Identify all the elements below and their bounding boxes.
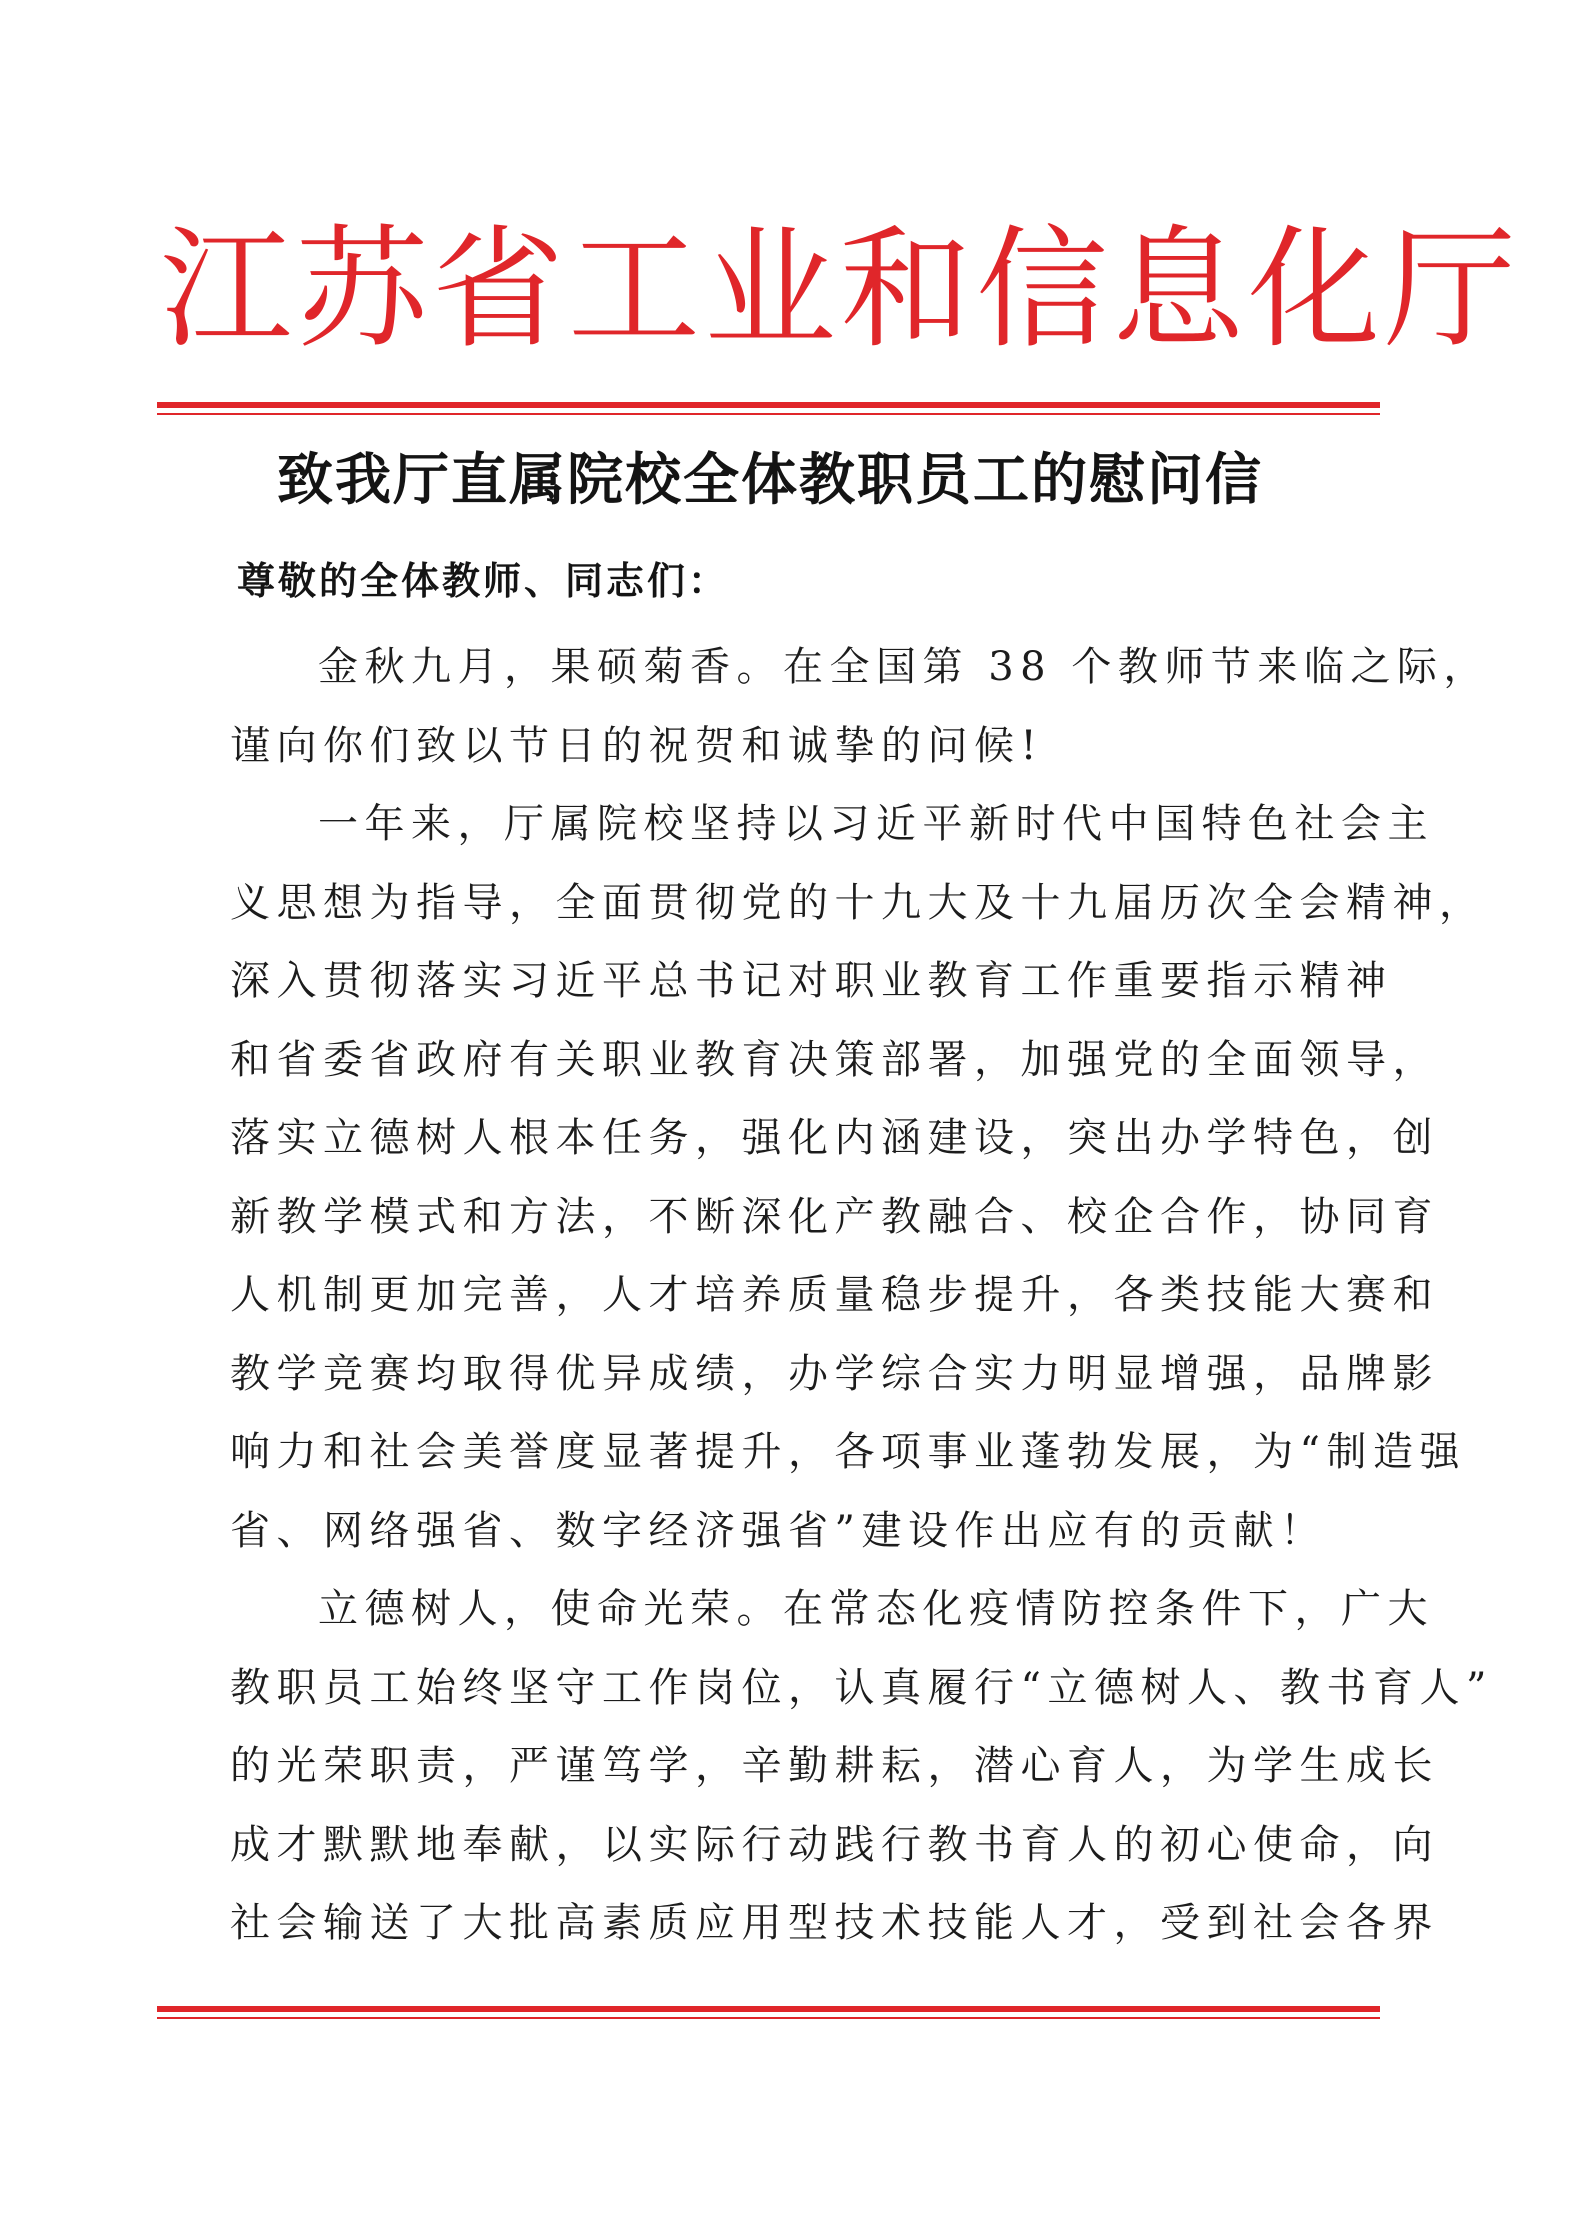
document-title: 致我厅直属院校全体教职员工的慰问信: [277, 447, 1263, 513]
letterhead-rule-top: [157, 402, 1380, 415]
letterhead-title: 江苏省工业和信息化厅: [160, 213, 1520, 367]
rule-thin-line: [157, 2017, 1380, 2019]
paragraph-3-line-1: 立德树人，使命光荣。在常态化疫情防控条件下，广大: [318, 1586, 1434, 1632]
paragraph-3-line-4: 成才默默地奉献，以实际行动践行教书育人的初心使命，向: [230, 1821, 1439, 1868]
rule-thick-line: [157, 2006, 1380, 2012]
paragraph-2-line-8: 教学竞赛均取得优异成绩，办学综合实力明显增强，品牌影: [230, 1350, 1439, 1397]
paragraph-1-line-2: 谨向你们致以节日的祝贺和诚挚的问候!: [230, 722, 1044, 769]
paragraph-3-line-3: 的光荣职责，严谨笃学，辛勤耕耘，潜心育人，为学生成长: [230, 1743, 1439, 1789]
footer-rule: [157, 2006, 1380, 2019]
paragraph-3-line-5: 社会输送了大批高素质应用型技术技能人才，受到社会各界: [230, 1900, 1439, 1946]
paragraph-2-line-10: 省、网络强省、数字经济强省”建设作出应有的贡献！: [230, 1507, 1327, 1554]
paragraph-3-line-2: 教职员工始终坚守工作岗位，认真履行“立德树人、教书育人”: [230, 1664, 1493, 1711]
paragraph-2-line-4: 和省委省政府有关职业教育决策部署，加强党的全面领导，: [230, 1036, 1439, 1083]
paragraph-2-line-5: 落实立德树人根本任务，强化内涵建设，突出办学特色，创: [230, 1115, 1439, 1161]
letter-body: [230, 628, 1493, 1963]
paragraph-2-line-6: 新教学模式和方法，不断深化产教融合、校企合作，协同育: [230, 1193, 1439, 1240]
paragraph-2-line-2: 义思想为指导，全面贯彻党的十九大及十九届历次全会精神，: [230, 879, 1486, 926]
rule-thin-line: [157, 413, 1380, 415]
paragraph-1-line-1: 金秋九月，果硕菊香。在全国第 38 个教师节来临之际，: [318, 644, 1490, 690]
paragraph-2-line-1: 一年来，厅属院校坚持以习近平新时代中国特色社会主: [318, 801, 1434, 847]
paragraph-2-line-9: 响力和社会美誉度显著提升，各项事业蓬勃发展，为“制造强: [230, 1429, 1466, 1475]
salutation: 尊敬的全体教师、同志们：: [237, 558, 730, 603]
paragraph-2-line-3: 深入贯彻落实习近平总书记对职业教育工作重要指示精神: [230, 958, 1393, 1004]
paragraph-2-line-7: 人机制更加完善，人才培养质量稳步提升，各类技能大赛和: [230, 1272, 1439, 1318]
rule-thick-line: [157, 402, 1380, 408]
